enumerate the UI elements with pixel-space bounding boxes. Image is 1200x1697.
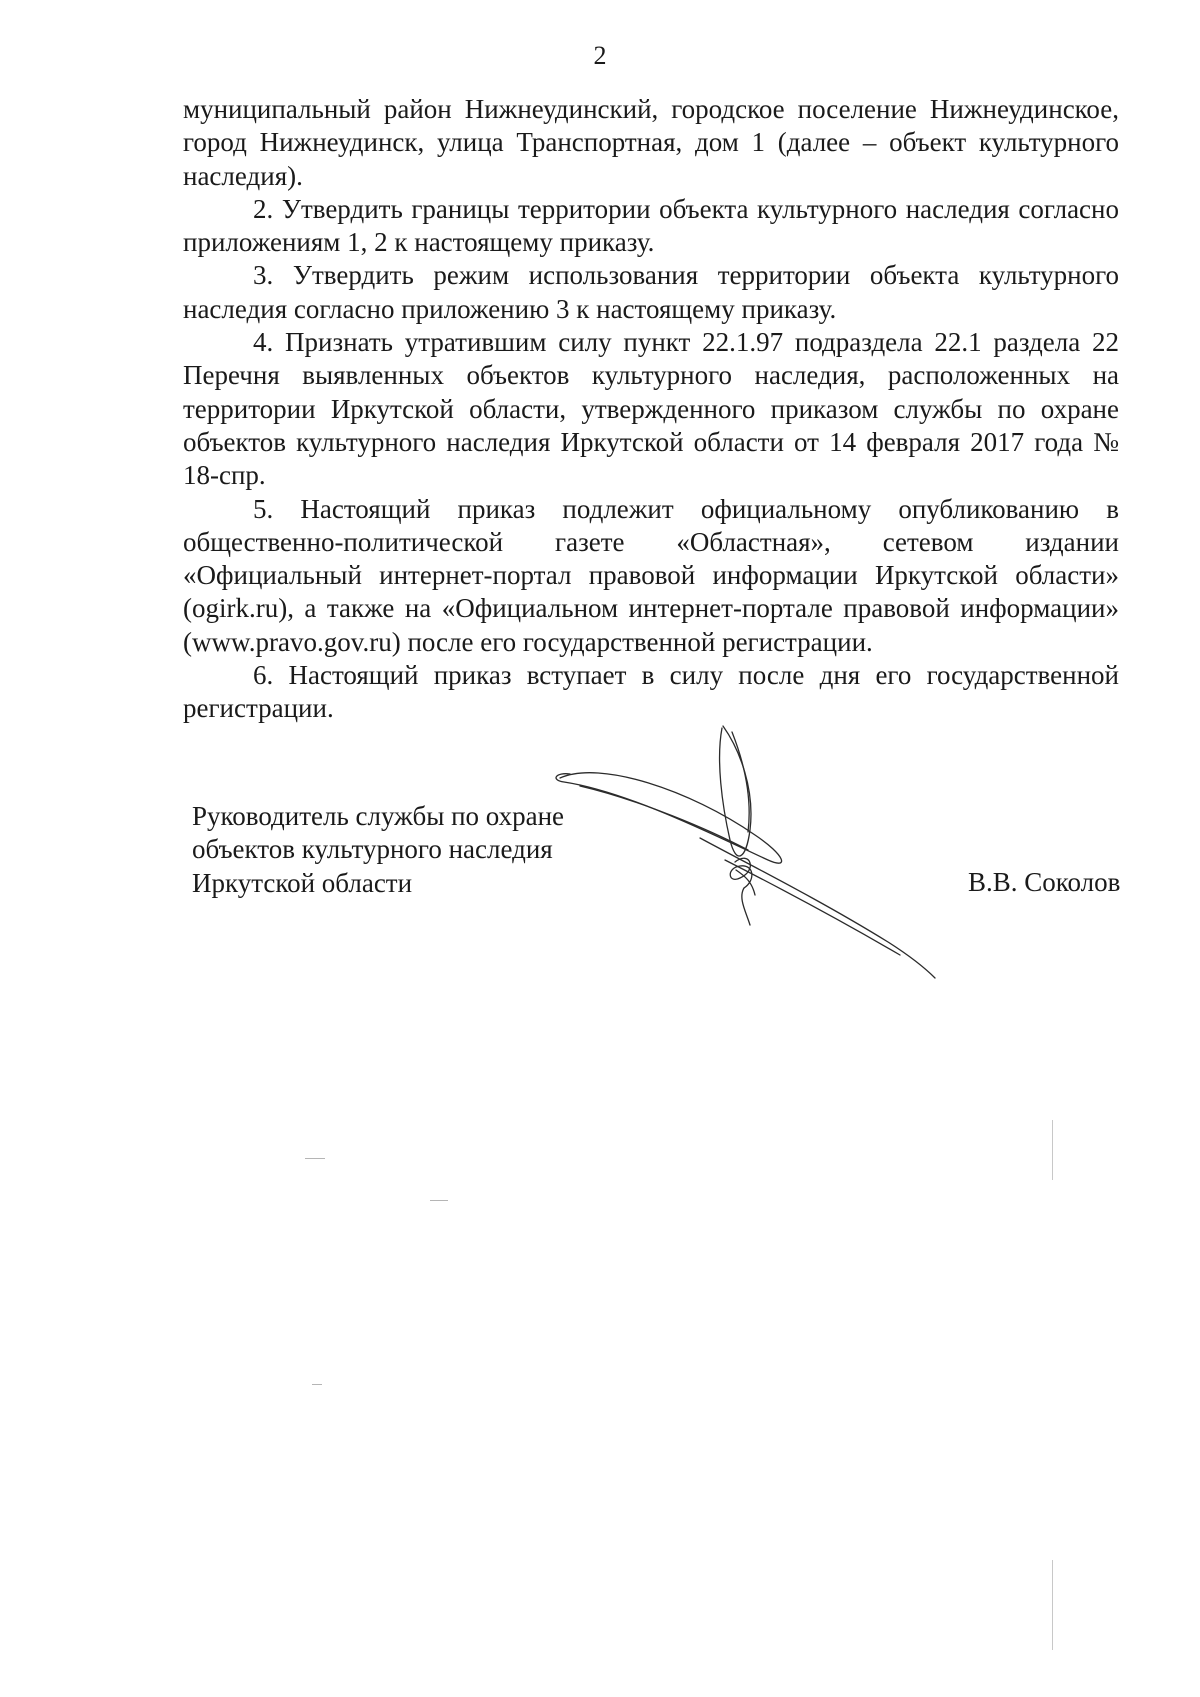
signer-position-line: Руководитель службы по охране [192,801,565,831]
handwritten-signature [540,720,980,1020]
page-number: 2 [593,41,607,70]
scan-speck [430,1200,448,1201]
signer-name: В.В. Соколов [968,867,1121,897]
paragraph-1-continuation: муниципальный район Нижнеудинский, городское поселение Нижнеудинское, город Нижнеудинск, улица Транспортная, дом 1 (далее – объект культурного наследия). [183,94,1119,191]
scan-mark [1052,1120,1053,1180]
paragraph-6-effective: 6. Настоящий приказ вступает в силу после дня его государственной регистрации. [183,660,1119,724]
paragraph-5-publication: 5. Настоящий приказ подлежит официальному опубликованию в общественно-политической газете «Областная», сетевом издании «Официальный интернет-портал правовой информации Иркутской области» (ogirk.ru), а также на «Официальном интернет-портале правовой информации» (www.pravo.gov.ru) после его государственной регистрации. [183,493,1119,657]
signer-position-line: объектов культурного наследия [192,834,553,865]
order-body [183,93,1119,726]
paragraph-4-repeal: 4. Признать утратившим силу пункт 22.1.97 подраздела 22.1 раздела 22 Перечня выявленных объектов культурного наследия, расположенных на территории Иркутской области, утвержденного приказом службы по охране объектов культурного наследия Иркутской области от 14 февраля 2017 года № 18-спр. [183,327,1119,491]
scan-speck [305,1158,325,1159]
scan-mark [1052,1560,1053,1650]
scan-speck [312,1384,322,1385]
paragraph-2-borders: 2. Утвердить границы территории объекта культурного наследия согласно приложениям 1, 2 к настоящему приказу. [183,193,1119,258]
signer-position-line: Иркутской области [192,867,413,898]
paragraph-3-usage-regime: 3. Утвердить режим использования территории объекта культурного наследия согласно приложению 3 к настоящему приказу. [183,260,1119,324]
